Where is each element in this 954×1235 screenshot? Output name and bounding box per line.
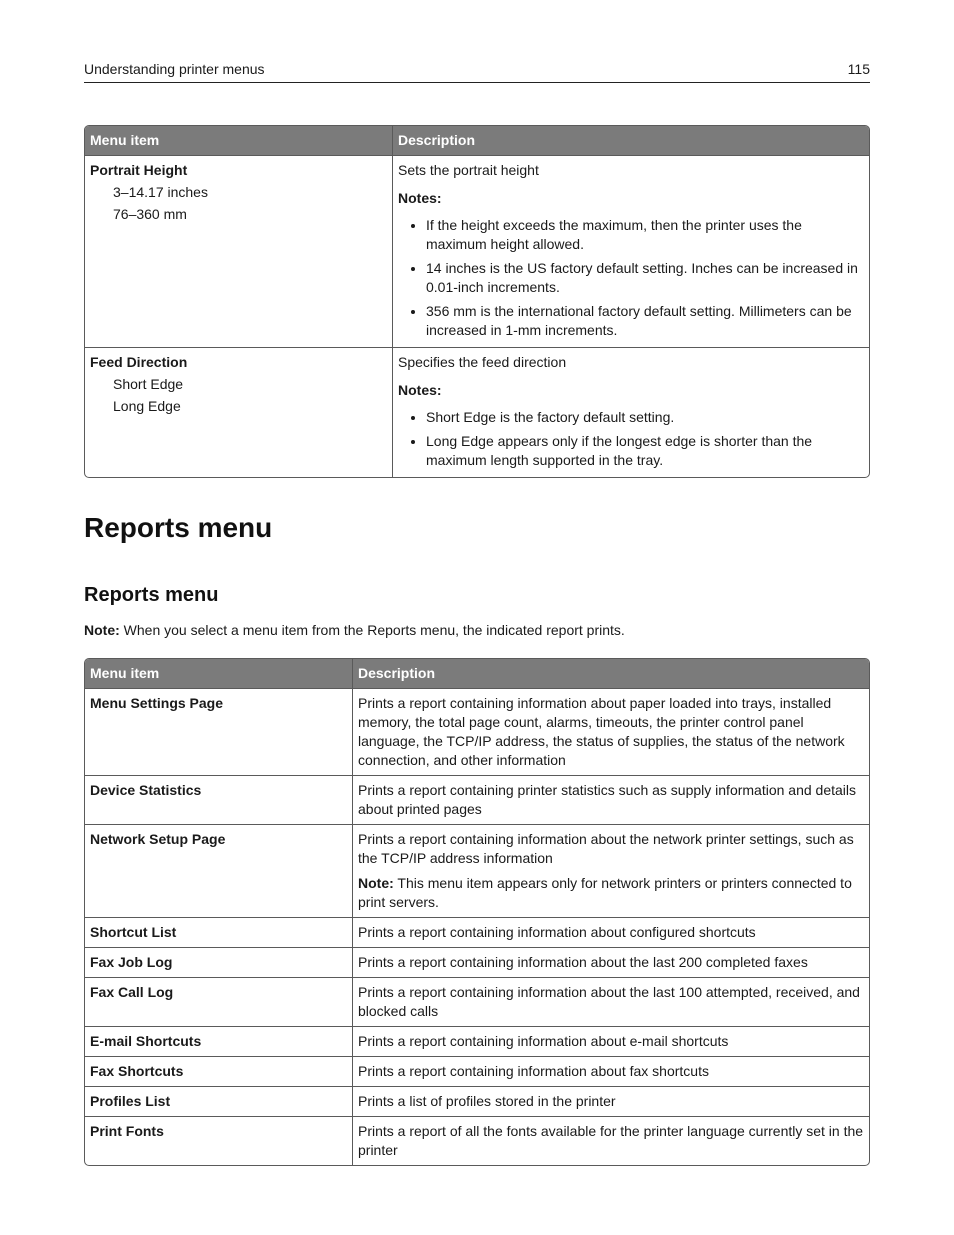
menu-item-name: Shortcut List [90,924,177,940]
section-title: Reports menu [84,512,273,543]
menu-item-name: Portrait Height [90,162,188,178]
table-row [85,347,869,477]
menu-item-option: Long Edge [113,398,181,414]
subsection-title: Reports menu [84,584,219,606]
description-text: Prints a report containing information about configured shortcuts [358,924,756,940]
description-cell [393,155,869,347]
description-cell [353,947,869,977]
menu-item-cell [85,917,353,947]
menu-item-cell [85,347,393,477]
table-row [85,917,869,947]
menu-item-cell [85,1056,353,1086]
description-cell [353,1116,869,1165]
menu-item-option: 76–360 mm [113,206,187,222]
column-header-description: Description [353,659,869,688]
list-item: • 356 mm is the international factory default setting. Millimeters can be increased in 1-mm increments. [426,302,864,340]
page-number: 115 [847,61,870,77]
description-note [358,874,864,912]
menu-item-name: Print Fonts [90,1123,164,1139]
menu-item-name: Fax Job Log [90,954,173,970]
intro-note [84,622,625,638]
description-cell [353,824,869,917]
table-row [85,1086,869,1116]
description-text: Prints a report containing information about the network printer settings, such as the TCP/IP address information [358,831,854,866]
menu-item-cell [85,688,353,775]
table-row [85,155,869,347]
description-cell [353,688,869,775]
menu-item-cell [85,824,353,917]
description-text: Specifies the feed direction [398,354,567,370]
column-header-description: Description [393,126,869,155]
menu-item-name: Fax Shortcuts [90,1063,184,1079]
description-text: Prints a report containing printer statistics such as supply information and details about printed pages [358,782,857,817]
paper-size-table [84,125,870,478]
menu-item-cell [85,155,393,347]
page-header [84,60,870,83]
description-cell [353,1056,869,1086]
notes-list [398,408,864,470]
menu-item-cell [85,947,353,977]
description-text: Prints a report containing information about e-mail shortcuts [358,1033,729,1049]
menu-item-name: Feed Direction [90,354,188,370]
description-text: Prints a report containing information about fax shortcuts [358,1063,709,1079]
notes-label: Notes: [398,382,442,398]
menu-item-name: Device Statistics [90,782,202,798]
column-header-menu-item: Menu item [85,659,353,688]
notes-label: Notes: [398,190,442,206]
notes-list [398,216,864,340]
menu-item-cell [85,1026,353,1056]
menu-item-option: Short Edge [113,376,184,392]
list-item: • Short Edge is the factory default setting. [426,408,864,427]
note-text: This menu item appears only for network printers or printers connected to print servers. [358,875,852,910]
description-cell [353,775,869,824]
description-text: Prints a list of profiles stored in the printer [358,1093,616,1109]
menu-item-name: Menu Settings Page [90,695,224,711]
note-text: When you select a menu item from the Reports menu, the indicated report prints. [119,622,625,638]
menu-item-name: E-mail Shortcuts [90,1033,202,1049]
list-item: • 14 inches is the US factory default setting. Inches can be increased in 0.01-inch increments. [426,259,864,297]
menu-item-cell [85,977,353,1026]
table-row [85,947,869,977]
menu-item-name: Fax Call Log [90,984,174,1000]
description-cell [353,917,869,947]
description-text: Prints a report containing information about the last 100 attempted, received, and blocked calls [358,984,860,1019]
description-cell [353,1086,869,1116]
menu-item-cell [85,1086,353,1116]
note-label: Note: [358,875,394,891]
description-cell [353,1026,869,1056]
list-item: • If the height exceeds the maximum, then the printer uses the maximum height allowed. [426,216,864,254]
reports-menu-table [84,658,870,1166]
description-cell [353,977,869,1026]
menu-item-option: 3–14.17 inches [113,184,208,200]
table-row [85,1026,869,1056]
table-row [85,1116,869,1165]
note-label: Note: [84,622,120,638]
description-text: Prints a report containing information about the last 200 completed faxes [358,954,808,970]
menu-item-cell [85,775,353,824]
description-text: Prints a report containing information about paper loaded into trays, installed memory, the total page count, alarms, timeouts, the printer control panel language, the TCP/IP address, the status of supplies, the status of the network connection, and other information [358,695,845,768]
table-row [85,977,869,1026]
description-cell [393,347,869,477]
description-text: Prints a report of all the fonts available for the printer language currently set in the printer [358,1123,864,1158]
table-row [85,1056,869,1086]
menu-item-name: Profiles List [90,1093,171,1109]
table-row [85,824,869,917]
description-text: Sets the portrait height [398,162,539,178]
table-row [85,688,869,775]
list-item: • Long Edge appears only if the longest edge is shorter than the maximum length supported in the tray. [426,432,864,470]
table-row [85,775,869,824]
menu-item-cell [85,1116,353,1165]
menu-item-name: Network Setup Page [90,831,226,847]
header-title: Understanding printer menus [84,61,265,77]
column-header-menu-item: Menu item [85,126,393,155]
